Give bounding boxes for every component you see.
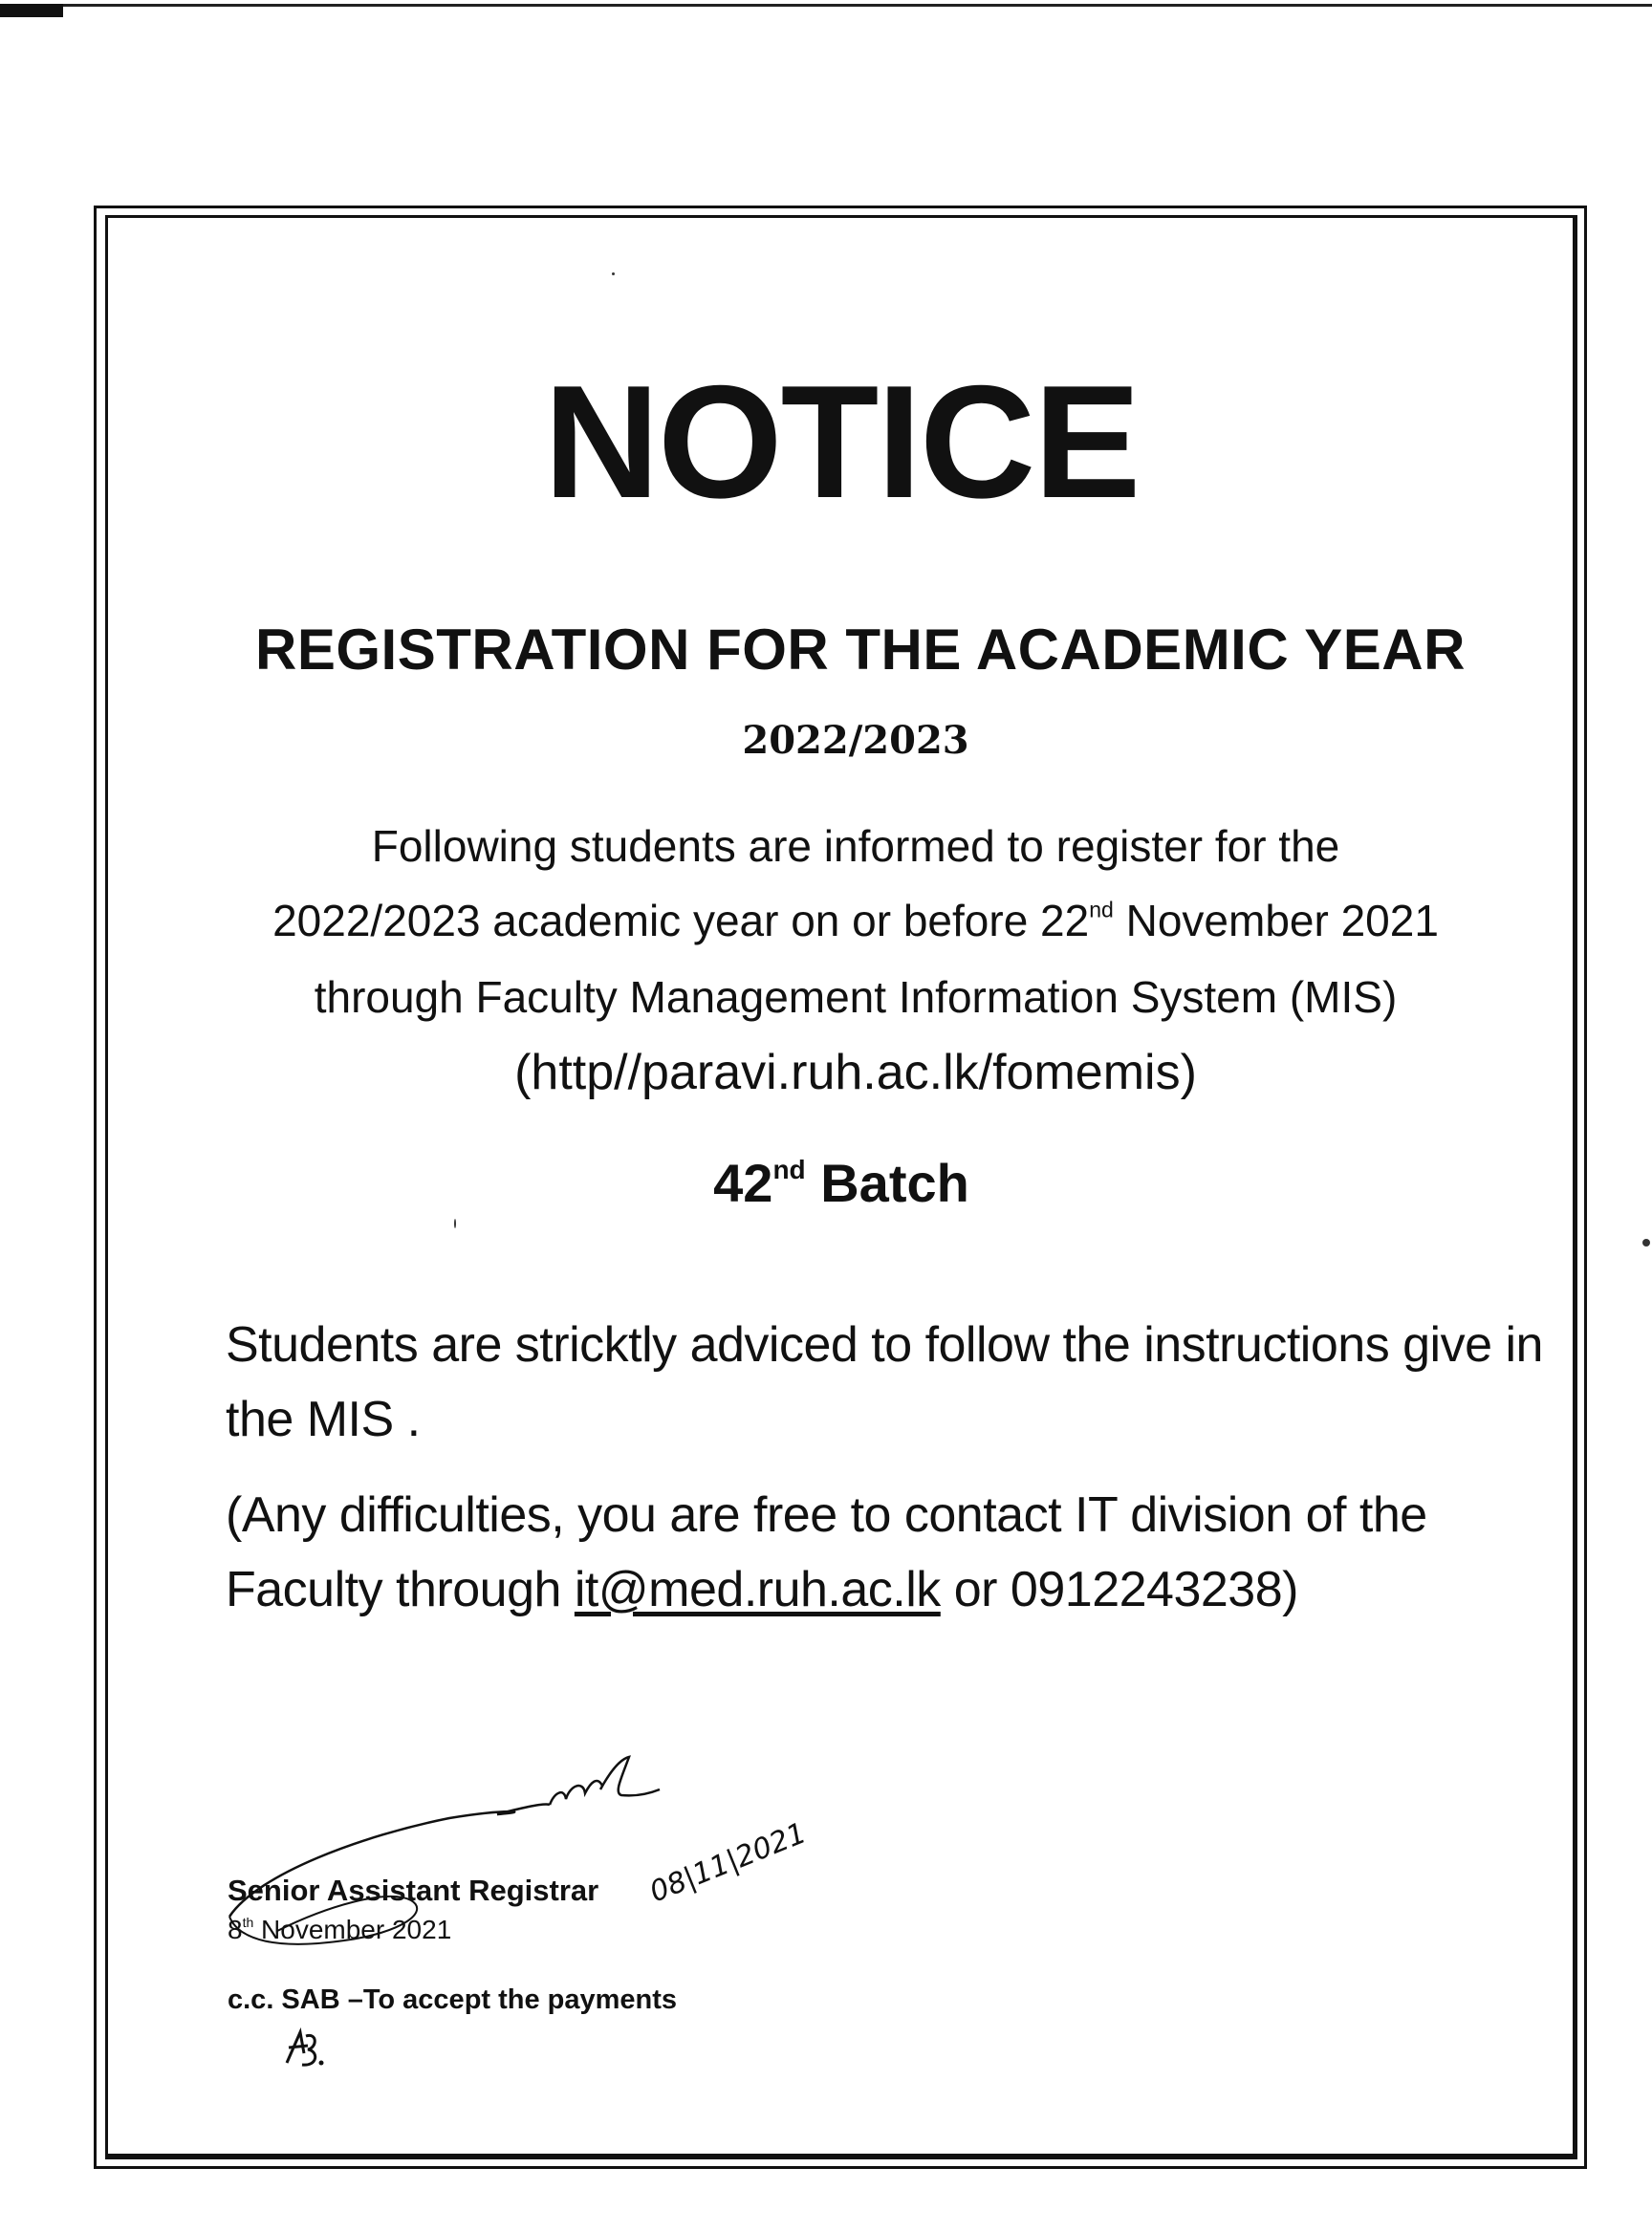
scan-edge-mark (0, 4, 63, 17)
registration-heading: REGISTRATION FOR THE ACADEMIC YEAR (255, 618, 1466, 682)
scan-edge-line (63, 4, 1652, 7)
body-line-2-text: 2022/2023 academic year on or before 22 (272, 896, 1090, 945)
contact-phone-text: or 0912243238) (940, 1562, 1298, 1617)
carbon-copy-note: c.c. SAB –To accept the payments (228, 1984, 678, 2015)
instructions-paragraph: Students are stricktly adviced to follow the instructions give in the MIS . (226, 1317, 1543, 1447)
scan-speck (454, 1219, 456, 1228)
batch-ordinal: nd (772, 1155, 806, 1185)
signatory-title: Senior Assistant Registrar (228, 1874, 599, 1907)
body-line-2-ordinal: nd (1089, 897, 1114, 922)
scan-speck (1642, 1239, 1650, 1247)
body-line-2 (120, 896, 1592, 945)
contact-text: (Any difficulties, you are free to contact IT division of the Faculty through (226, 1487, 1427, 1617)
body-line-3: through Faculty Management Information System (MIS) (314, 972, 1398, 1022)
batch-number: 42 (713, 1153, 773, 1213)
handwritten-date: 08|11|2021 (644, 1816, 812, 1910)
signature-date-ordinal: th (242, 1915, 254, 1931)
notice-title: NOTICE (543, 352, 1140, 531)
signature-date-rest: November 2021 (253, 1915, 452, 1944)
mis-url: (http//paravi.ruh.ac.lk/fomemis) (514, 1045, 1197, 1100)
handwritten-initial (279, 2025, 337, 2072)
contact-paragraph (226, 1478, 1583, 1627)
batch-word: Batch (805, 1153, 969, 1213)
signature-date (228, 1917, 451, 1943)
signature-date-day: 8 (228, 1915, 243, 1944)
academic-year: 2022/2023 (742, 718, 969, 763)
body-line-1: Following students are informed to register for the (371, 821, 1340, 871)
batch-label (105, 1153, 1577, 1213)
it-email-link[interactable]: it@med.ruh.ac.lk (574, 1562, 941, 1617)
signatory-block (228, 1875, 598, 1905)
scan-speck (612, 272, 615, 275)
body-line-2-tail: November 2021 (1113, 896, 1439, 945)
